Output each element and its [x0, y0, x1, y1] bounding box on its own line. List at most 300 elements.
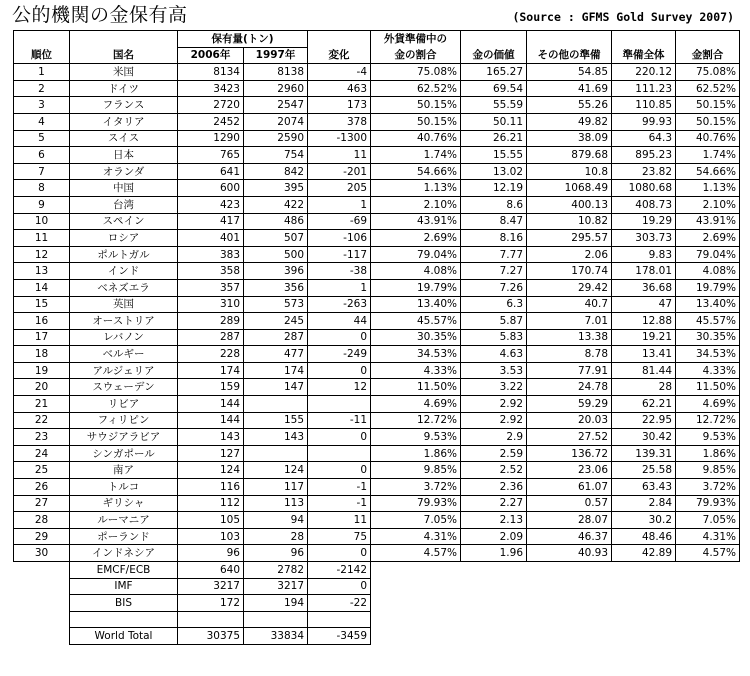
holdings-2006-cell: 143	[178, 429, 244, 446]
other-reserves-cell: 879.68	[527, 147, 612, 164]
change-cell: -3459	[308, 628, 371, 645]
header-gold-ratio-2: 金割合	[676, 47, 740, 64]
change-cell: -1	[308, 495, 371, 512]
holdings-1997-cell: 2960	[244, 80, 308, 97]
gold-value-cell: 2.36	[461, 479, 527, 496]
holdings-2006-cell: 172	[178, 595, 244, 612]
country-cell: 英国	[70, 296, 178, 313]
empty-cell	[612, 628, 676, 645]
holdings-1997-cell: 8138	[244, 64, 308, 81]
gold-ratio-cell: 13.40%	[371, 296, 461, 313]
gold-ratio-2-cell: 45.57%	[676, 313, 740, 330]
table-row	[14, 180, 740, 197]
country-cell: フィリピン	[70, 412, 178, 429]
header-gold-ratio: 金の割合	[371, 47, 461, 64]
gold-value-cell: 5.83	[461, 329, 527, 346]
holdings-1997-cell: 194	[244, 595, 308, 612]
empty-cell	[14, 595, 70, 612]
table-row	[14, 462, 740, 479]
change-cell: -117	[308, 246, 371, 263]
holdings-1997-cell: 2590	[244, 130, 308, 147]
change-cell: 1	[308, 279, 371, 296]
holdings-1997-cell: 486	[244, 213, 308, 230]
gold-ratio-2-cell: 1.86%	[676, 445, 740, 462]
other-reserves-cell: 7.01	[527, 313, 612, 330]
holdings-1997-cell: 174	[244, 362, 308, 379]
gold-ratio-2-cell: 4.57%	[676, 545, 740, 562]
gold-ratio-cell: 3.72%	[371, 479, 461, 496]
holdings-2006-cell: 287	[178, 329, 244, 346]
other-reserves-cell: 27.52	[527, 429, 612, 446]
change-cell: 12	[308, 379, 371, 396]
rank-cell: 13	[14, 263, 70, 280]
holdings-1997-cell: 117	[244, 479, 308, 496]
header-country: 国名	[70, 47, 178, 64]
holdings-2006-cell: 1290	[178, 130, 244, 147]
country-cell: ロシア	[70, 230, 178, 247]
gold-value-cell: 50.11	[461, 113, 527, 130]
header-rank: 順位	[14, 47, 70, 64]
holdings-1997-cell: 754	[244, 147, 308, 164]
holdings-1997-cell: 147	[244, 379, 308, 396]
gold-ratio-cell: 4.31%	[371, 528, 461, 545]
holdings-2006-cell: 159	[178, 379, 244, 396]
other-reserves-cell: 41.69	[527, 80, 612, 97]
country-cell: オーストリア	[70, 313, 178, 330]
change-cell: 75	[308, 528, 371, 545]
holdings-2006-cell: 640	[178, 562, 244, 579]
gold-value-cell: 2.27	[461, 495, 527, 512]
gold-ratio-2-cell: 12.72%	[676, 412, 740, 429]
holdings-1997-cell: 2782	[244, 562, 308, 579]
gold-ratio-cell: 4.33%	[371, 362, 461, 379]
rank-cell: 11	[14, 230, 70, 247]
holdings-2006-cell: 401	[178, 230, 244, 247]
total-reserves-cell: 110.85	[612, 97, 676, 114]
country-cell	[70, 611, 178, 628]
gold-value-cell: 1.96	[461, 545, 527, 562]
gold-ratio-2-cell: 1.74%	[676, 147, 740, 164]
gold-ratio-cell: 1.74%	[371, 147, 461, 164]
other-reserves-cell: 295.57	[527, 230, 612, 247]
holdings-2006-cell	[178, 611, 244, 628]
empty-cell	[527, 611, 612, 628]
empty-cell	[14, 562, 70, 579]
header-2006: 2006年	[178, 47, 244, 64]
gold-ratio-cell: 79.04%	[371, 246, 461, 263]
country-cell: EMCF/ECB	[70, 562, 178, 579]
change-cell: -2142	[308, 562, 371, 579]
gold-ratio-2-cell: 4.33%	[676, 362, 740, 379]
change-cell: 205	[308, 180, 371, 197]
empty-cell	[612, 595, 676, 612]
total-reserves-cell: 9.83	[612, 246, 676, 263]
rank-cell: 5	[14, 130, 70, 147]
country-cell: スイス	[70, 130, 178, 147]
country-cell: BIS	[70, 595, 178, 612]
gold-value-cell: 7.27	[461, 263, 527, 280]
gold-ratio-cell: 40.76%	[371, 130, 461, 147]
change-cell: 463	[308, 80, 371, 97]
gold-ratio-cell: 50.15%	[371, 113, 461, 130]
rank-cell: 22	[14, 412, 70, 429]
country-cell: 中国	[70, 180, 178, 197]
country-cell: ドイツ	[70, 80, 178, 97]
gold-ratio-2-cell: 50.15%	[676, 97, 740, 114]
change-cell: -106	[308, 230, 371, 247]
rank-cell: 14	[14, 279, 70, 296]
gold-value-cell: 3.53	[461, 362, 527, 379]
country-cell: ポルトガル	[70, 246, 178, 263]
empty-cell	[527, 595, 612, 612]
gold-value-cell: 55.59	[461, 97, 527, 114]
change-cell: -1300	[308, 130, 371, 147]
holdings-1997-cell: 287	[244, 329, 308, 346]
holdings-2006-cell: 124	[178, 462, 244, 479]
gold-value-cell: 5.87	[461, 313, 527, 330]
empty-cell	[612, 611, 676, 628]
holdings-1997-cell	[244, 445, 308, 462]
holdings-1997-cell: 143	[244, 429, 308, 446]
gold-value-cell: 2.9	[461, 429, 527, 446]
holdings-1997-cell: 155	[244, 412, 308, 429]
empty-cell	[14, 628, 70, 645]
empty-cell	[371, 578, 461, 595]
other-reserves-cell: 2.06	[527, 246, 612, 263]
table-row	[14, 412, 740, 429]
change-cell: 0	[308, 578, 371, 595]
rank-cell: 20	[14, 379, 70, 396]
holdings-1997-cell: 573	[244, 296, 308, 313]
holdings-2006-cell: 417	[178, 213, 244, 230]
rank-cell: 1	[14, 64, 70, 81]
table-row	[14, 528, 740, 545]
empty-cell	[371, 562, 461, 579]
country-cell: トルコ	[70, 479, 178, 496]
gold-value-cell: 2.92	[461, 396, 527, 413]
gold-ratio-cell: 2.69%	[371, 230, 461, 247]
gold-ratio-cell: 9.85%	[371, 462, 461, 479]
header-blank	[676, 31, 740, 48]
gold-value-cell: 69.54	[461, 80, 527, 97]
rank-cell: 16	[14, 313, 70, 330]
total-reserves-cell: 12.88	[612, 313, 676, 330]
holdings-1997-cell: 113	[244, 495, 308, 512]
gold-ratio-2-cell: 79.93%	[676, 495, 740, 512]
change-cell: 378	[308, 113, 371, 130]
country-cell: 南ア	[70, 462, 178, 479]
empty-cell	[371, 628, 461, 645]
gold-ratio-2-cell: 3.72%	[676, 479, 740, 496]
gold-ratio-cell: 7.05%	[371, 512, 461, 529]
holdings-1997-cell: 500	[244, 246, 308, 263]
table-row	[14, 512, 740, 529]
gold-value-cell: 8.47	[461, 213, 527, 230]
country-cell: ルーマニア	[70, 512, 178, 529]
country-cell: イタリア	[70, 113, 178, 130]
other-reserves-cell: 170.74	[527, 263, 612, 280]
rank-cell: 26	[14, 479, 70, 496]
rank-cell: 29	[14, 528, 70, 545]
gold-ratio-2-cell: 9.53%	[676, 429, 740, 446]
table-row	[14, 196, 740, 213]
total-reserves-cell: 111.23	[612, 80, 676, 97]
holdings-2006-cell: 423	[178, 196, 244, 213]
table-row	[14, 64, 740, 81]
header-blank	[527, 31, 612, 48]
total-reserves-cell: 178.01	[612, 263, 676, 280]
gold-ratio-2-cell: 9.85%	[676, 462, 740, 479]
rank-cell: 15	[14, 296, 70, 313]
empty-cell	[14, 611, 70, 628]
total-reserves-cell: 1080.68	[612, 180, 676, 197]
holdings-2006-cell: 30375	[178, 628, 244, 645]
gold-ratio-2-cell: 34.53%	[676, 346, 740, 363]
gold-ratio-cell: 50.15%	[371, 97, 461, 114]
total-reserves-cell: 139.31	[612, 445, 676, 462]
change-cell: 173	[308, 97, 371, 114]
gold-value-cell: 8.6	[461, 196, 527, 213]
table-row	[14, 279, 740, 296]
rank-cell: 21	[14, 396, 70, 413]
header-blank	[461, 31, 527, 48]
table-row	[14, 396, 740, 413]
header-1997: 1997年	[244, 47, 308, 64]
gold-ratio-cell: 19.79%	[371, 279, 461, 296]
holdings-2006-cell: 8134	[178, 64, 244, 81]
holdings-2006-cell: 357	[178, 279, 244, 296]
change-cell: -1	[308, 479, 371, 496]
gold-ratio-2-cell: 7.05%	[676, 512, 740, 529]
holdings-1997-cell: 356	[244, 279, 308, 296]
total-reserves-cell: 895.23	[612, 147, 676, 164]
other-reserves-cell: 40.7	[527, 296, 612, 313]
gold-value-cell: 2.52	[461, 462, 527, 479]
empty-cell	[14, 578, 70, 595]
gold-value-cell: 2.13	[461, 512, 527, 529]
gold-ratio-cell: 43.91%	[371, 213, 461, 230]
gold-ratio-2-cell: 13.40%	[676, 296, 740, 313]
gold-value-cell: 15.55	[461, 147, 527, 164]
change-cell: 1	[308, 196, 371, 213]
country-cell: リビア	[70, 396, 178, 413]
country-cell: スペイン	[70, 213, 178, 230]
holdings-2006-cell: 358	[178, 263, 244, 280]
gold-ratio-2-cell: 4.08%	[676, 263, 740, 280]
rank-cell: 3	[14, 97, 70, 114]
other-reserves-cell: 55.26	[527, 97, 612, 114]
total-reserves-cell: 19.29	[612, 213, 676, 230]
country-cell: World Total	[70, 628, 178, 645]
header-blank	[612, 31, 676, 48]
rank-cell: 24	[14, 445, 70, 462]
total-reserves-cell: 220.12	[612, 64, 676, 81]
change-cell: 44	[308, 313, 371, 330]
header-blank	[308, 31, 371, 48]
change-cell: -263	[308, 296, 371, 313]
rank-cell: 12	[14, 246, 70, 263]
gold-ratio-cell: 12.72%	[371, 412, 461, 429]
gold-value-cell: 165.27	[461, 64, 527, 81]
table-row	[14, 80, 740, 97]
other-reserves-cell: 1068.49	[527, 180, 612, 197]
country-cell: ベネズエラ	[70, 279, 178, 296]
summary-row	[14, 562, 740, 579]
country-cell: IMF	[70, 578, 178, 595]
empty-cell	[527, 628, 612, 645]
holdings-1997-cell: 395	[244, 180, 308, 197]
gold-ratio-cell: 79.93%	[371, 495, 461, 512]
header-row-top	[14, 31, 740, 48]
total-reserves-cell: 13.41	[612, 346, 676, 363]
table-row	[14, 213, 740, 230]
gold-ratio-cell: 54.66%	[371, 163, 461, 180]
country-cell: スウェーデン	[70, 379, 178, 396]
gold-ratio-cell: 34.53%	[371, 346, 461, 363]
rank-cell: 9	[14, 196, 70, 213]
table-row	[14, 379, 740, 396]
change-cell: 0	[308, 329, 371, 346]
total-reserves-cell: 48.46	[612, 528, 676, 545]
table-row	[14, 147, 740, 164]
other-reserves-cell: 38.09	[527, 130, 612, 147]
holdings-1997-cell	[244, 611, 308, 628]
total-reserves-cell: 30.42	[612, 429, 676, 446]
other-reserves-cell: 54.85	[527, 64, 612, 81]
holdings-2006-cell: 174	[178, 362, 244, 379]
gold-ratio-2-cell: 75.08%	[676, 64, 740, 81]
total-reserves-cell: 99.93	[612, 113, 676, 130]
holdings-1997-cell: 2074	[244, 113, 308, 130]
change-cell: -69	[308, 213, 371, 230]
empty-cell	[461, 562, 527, 579]
gold-value-cell: 7.26	[461, 279, 527, 296]
rank-cell: 28	[14, 512, 70, 529]
holdings-2006-cell: 2720	[178, 97, 244, 114]
holdings-2006-cell: 600	[178, 180, 244, 197]
change-cell	[308, 611, 371, 628]
empty-cell	[461, 578, 527, 595]
gold-ratio-2-cell: 62.52%	[676, 80, 740, 97]
empty-cell	[461, 611, 527, 628]
holdings-1997-cell: 507	[244, 230, 308, 247]
other-reserves-cell: 8.78	[527, 346, 612, 363]
gold-ratio-cell: 45.57%	[371, 313, 461, 330]
gold-value-cell: 2.09	[461, 528, 527, 545]
table-row	[14, 296, 740, 313]
other-reserves-cell: 23.06	[527, 462, 612, 479]
gold-ratio-2-cell: 54.66%	[676, 163, 740, 180]
gold-value-cell: 3.22	[461, 379, 527, 396]
gold-ratio-2-cell: 11.50%	[676, 379, 740, 396]
country-cell: ギリシャ	[70, 495, 178, 512]
gold-value-cell: 2.92	[461, 412, 527, 429]
holdings-1997-cell: 422	[244, 196, 308, 213]
gold-ratio-2-cell: 50.15%	[676, 113, 740, 130]
summary-row	[14, 578, 740, 595]
gold-ratio-cell: 75.08%	[371, 64, 461, 81]
gold-ratio-2-cell: 40.76%	[676, 130, 740, 147]
header-total-reserves: 準備全体	[612, 47, 676, 64]
gold-ratio-cell: 1.13%	[371, 180, 461, 197]
empty-cell	[371, 611, 461, 628]
rank-cell: 10	[14, 213, 70, 230]
holdings-1997-cell: 842	[244, 163, 308, 180]
summary-row	[14, 628, 740, 645]
holdings-2006-cell: 641	[178, 163, 244, 180]
empty-cell	[676, 562, 740, 579]
gold-holdings-table	[13, 30, 740, 645]
other-reserves-cell: 49.82	[527, 113, 612, 130]
holdings-1997-cell: 28	[244, 528, 308, 545]
holdings-2006-cell: 228	[178, 346, 244, 363]
change-cell: -22	[308, 595, 371, 612]
holdings-1997-cell: 94	[244, 512, 308, 529]
total-reserves-cell: 62.21	[612, 396, 676, 413]
table-row	[14, 130, 740, 147]
header-row	[14, 47, 740, 64]
rank-cell: 18	[14, 346, 70, 363]
rank-cell: 17	[14, 329, 70, 346]
header-blank	[70, 31, 178, 48]
gold-ratio-cell: 9.53%	[371, 429, 461, 446]
empty-cell	[527, 562, 612, 579]
gold-ratio-cell: 1.86%	[371, 445, 461, 462]
header-change: 変化	[308, 47, 371, 64]
holdings-2006-cell: 127	[178, 445, 244, 462]
holdings-2006-cell: 96	[178, 545, 244, 562]
total-reserves-cell: 81.44	[612, 362, 676, 379]
summary-row	[14, 611, 740, 628]
holdings-1997-cell: 33834	[244, 628, 308, 645]
change-cell: -201	[308, 163, 371, 180]
holdings-2006-cell: 144	[178, 396, 244, 413]
holdings-2006-cell: 383	[178, 246, 244, 263]
header-reserves-group: 外貨準備中の	[371, 31, 461, 48]
holdings-2006-cell: 144	[178, 412, 244, 429]
total-reserves-cell: 42.89	[612, 545, 676, 562]
table-row	[14, 163, 740, 180]
change-cell: 0	[308, 362, 371, 379]
rank-cell: 27	[14, 495, 70, 512]
table-row	[14, 346, 740, 363]
table-row	[14, 246, 740, 263]
other-reserves-cell: 77.91	[527, 362, 612, 379]
empty-cell	[371, 595, 461, 612]
table-row	[14, 329, 740, 346]
total-reserves-cell: 30.2	[612, 512, 676, 529]
rank-cell: 8	[14, 180, 70, 197]
country-cell: レバノン	[70, 329, 178, 346]
gold-ratio-cell: 30.35%	[371, 329, 461, 346]
table-row	[14, 313, 740, 330]
total-reserves-cell: 408.73	[612, 196, 676, 213]
empty-cell	[612, 562, 676, 579]
table-row	[14, 97, 740, 114]
change-cell: -249	[308, 346, 371, 363]
country-cell: ベルギー	[70, 346, 178, 363]
other-reserves-cell: 0.57	[527, 495, 612, 512]
holdings-2006-cell: 2452	[178, 113, 244, 130]
gold-ratio-2-cell: 43.91%	[676, 213, 740, 230]
gold-ratio-2-cell: 2.10%	[676, 196, 740, 213]
change-cell: -4	[308, 64, 371, 81]
gold-ratio-2-cell: 1.13%	[676, 180, 740, 197]
other-reserves-cell: 20.03	[527, 412, 612, 429]
holdings-1997-cell: 3217	[244, 578, 308, 595]
other-reserves-cell: 61.07	[527, 479, 612, 496]
other-reserves-cell: 136.72	[527, 445, 612, 462]
